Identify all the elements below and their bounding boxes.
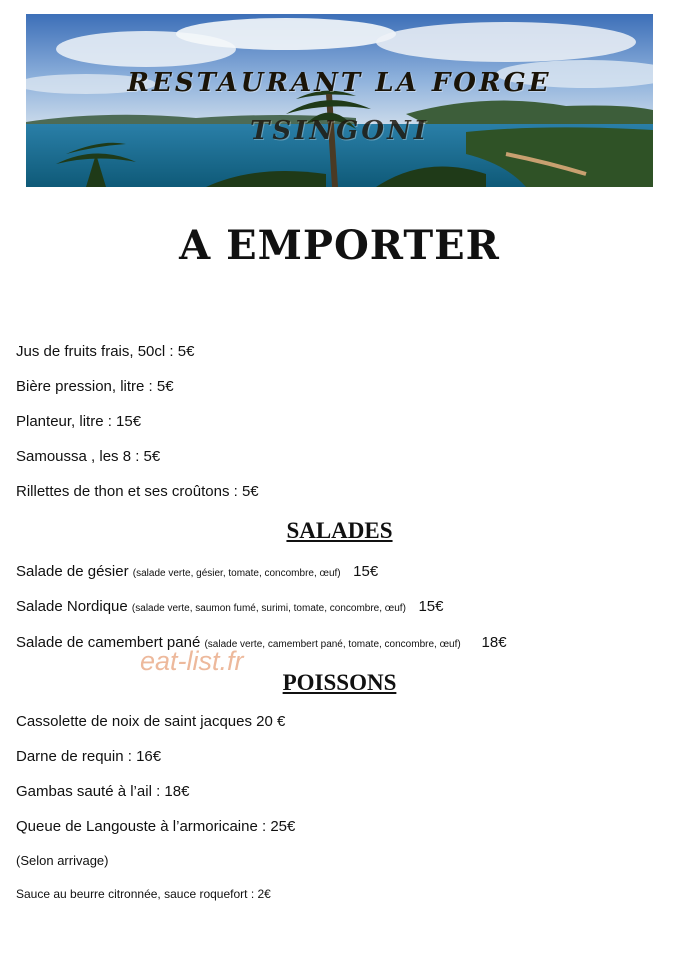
item-name: Salade de gésier <box>16 563 129 580</box>
section-title-poissons: POISSONS <box>282 670 397 695</box>
item-price: 18€ <box>481 634 507 651</box>
banner-title-line2: TSINGONI <box>250 116 429 146</box>
item-name: Salade Nordique <box>16 598 128 615</box>
availability-note: (Selon arrivage) <box>16 853 109 868</box>
menu-item-salade <box>16 563 378 580</box>
menu-item: Queue de Langouste à l’armoricaine : 25€ <box>16 818 296 835</box>
menu-item: Darne de requin : 16€ <box>16 748 162 765</box>
item-price: 15€ <box>418 598 444 615</box>
banner-title-line1: RESTAURANT LA FORGE <box>127 68 552 98</box>
page-title: A EMPORTER <box>179 222 500 269</box>
banner-image <box>26 14 653 187</box>
menu-item: Cassolette de noix de saint jacques 20 € <box>16 713 286 730</box>
menu-item: Planteur, litre : 15€ <box>16 413 142 430</box>
item-ingredients: (salade verte, gésier, tomate, concombre, œuf) <box>132 568 341 579</box>
menu-item-salade <box>16 598 443 615</box>
section-title-salades: SALADES <box>286 518 393 543</box>
sauce-note: Sauce au beurre citronnée, sauce roquefort : 2€ <box>16 887 271 901</box>
menu-item: Jus de fruits frais, 50cl : 5€ <box>16 343 195 360</box>
item-price: 15€ <box>353 563 379 580</box>
item-ingredients: (salade verte, camembert pané, tomate, concombre, œuf) <box>204 639 461 650</box>
menu-item: Rillettes de thon et ses croûtons : 5€ <box>16 483 259 500</box>
item-ingredients: (salade verte, saumon fumé, surimi, tomate, concombre, œuf) <box>131 603 406 614</box>
item-name: Salade de camembert pané <box>16 634 201 651</box>
menu-item: Samoussa , les 8 : 5€ <box>16 448 161 465</box>
watermark: eat-list.fr <box>140 646 244 676</box>
menu-item: Gambas sauté à l’ail : 18€ <box>16 783 190 800</box>
menu-item-salade <box>16 634 507 651</box>
menu-item: Bière pression, litre : 5€ <box>16 378 174 395</box>
tropical-landscape-image <box>26 14 653 187</box>
